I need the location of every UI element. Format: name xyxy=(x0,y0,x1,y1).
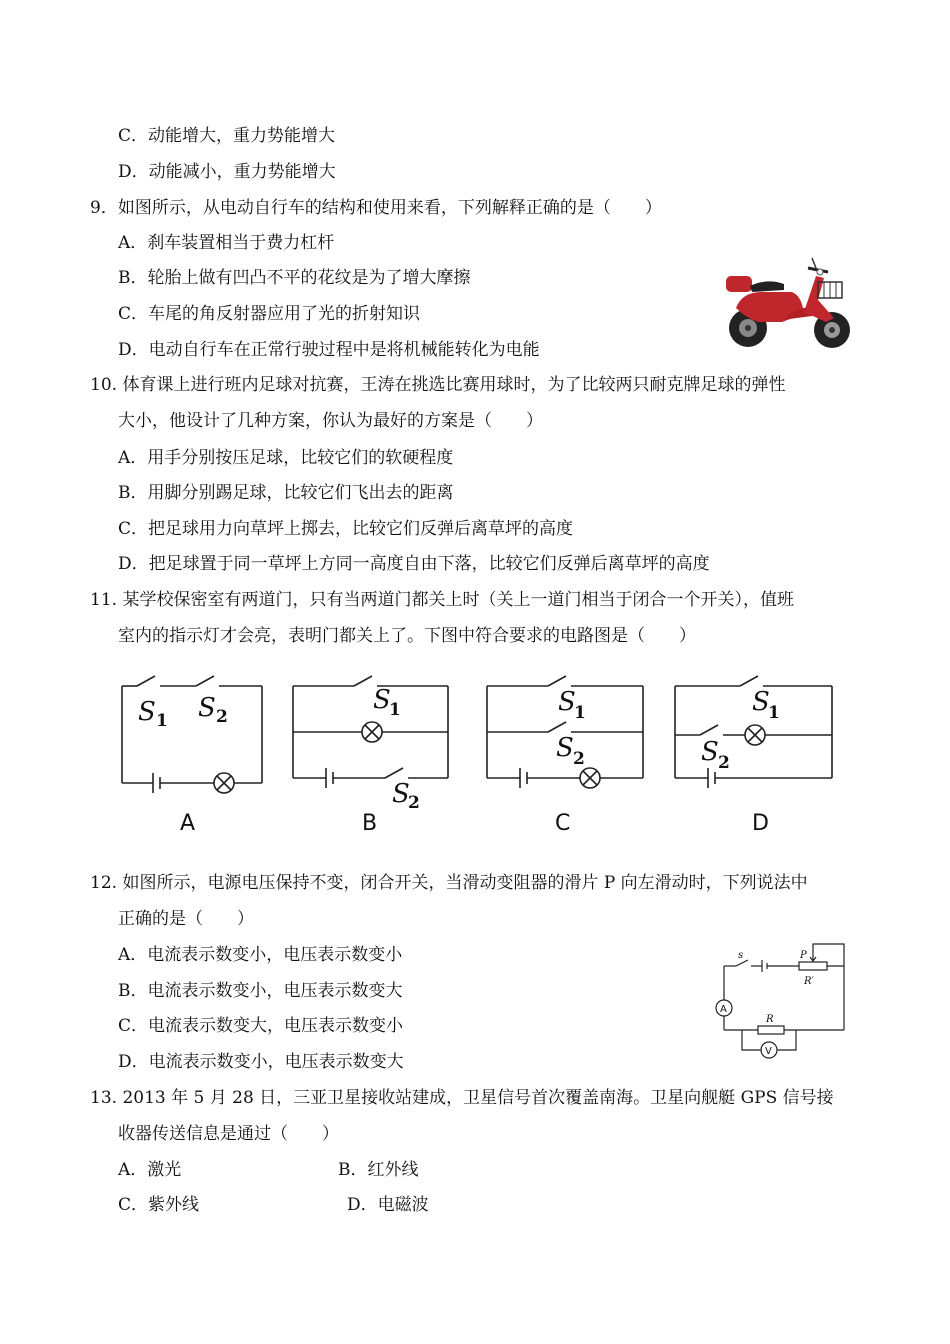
q12-stem-line1: 12. 如图所示，电源电压保持不变，闭合开关，当滑动变阻器的滑片 P 向左滑动时，下列说法中 xyxy=(90,873,808,893)
q9-option-c: C．车尾的角反射器应用了光的折射知识 xyxy=(118,304,421,324)
q12-option-a: A．电流表示数变小，电压表示数变小 xyxy=(118,945,403,965)
switch-s-label: s xyxy=(738,950,744,961)
q10-stem-line2: 大小，他设计了几种方案，你认为最好的方案是（ ） xyxy=(118,411,543,431)
q13-stem-line2: 收器传送信息是通过（ ） xyxy=(118,1124,339,1144)
q10-stem-line1: 10. 体育课上进行班内足球对抗赛，王涛在挑选比赛用球时，为了比较两只耐克牌足球的弹性 xyxy=(90,375,786,395)
circuit-b-s1-label: S xyxy=(373,685,391,715)
q12-option-d: D．电流表示数变小，电压表示数变大 xyxy=(118,1052,404,1072)
circuit-d-s1-sub: 1 xyxy=(768,703,780,723)
circuit-b-caption: B xyxy=(362,811,378,836)
q13-option-c: C．紫外线 xyxy=(118,1195,200,1215)
circuit-b xyxy=(293,676,448,788)
circuit-b-s1-sub: 1 xyxy=(389,700,401,720)
q11-circuits xyxy=(0,660,950,850)
q12-option-c: C．电流表示数变大，电压表示数变小 xyxy=(118,1016,404,1036)
circuit-b-s2-sub: 2 xyxy=(408,793,420,813)
q9-option-a: A．刹车装置相当于费力杠杆 xyxy=(118,233,335,253)
circuit-a-caption: A xyxy=(180,811,196,836)
rheostat-r-label: R′ xyxy=(804,976,814,987)
rheostat-p-label: P xyxy=(800,950,807,961)
q11-stem-line1: 11. 某学校保密室有两道门，只有当两道门都关上时（关上一道门相当于闭合一个开关），值班 xyxy=(90,590,794,610)
q12-stem-line2: 正确的是（ ） xyxy=(118,909,254,929)
resistor-r-label: R xyxy=(766,1014,774,1025)
circuit-d-s1-label: S xyxy=(752,687,770,717)
q9-stem: 9．如图所示，从电动自行车的结构和使用来看，下列解释正确的是（ ） xyxy=(90,198,662,218)
q8-option-c: C．动能增大，重力势能增大 xyxy=(118,126,336,146)
q9-option-b: B．轮胎上做有凹凸不平的花纹是为了增大摩擦 xyxy=(118,268,471,288)
circuit-d-s2-sub: 2 xyxy=(718,753,730,773)
circuit-a xyxy=(122,676,262,793)
circuit-c-s1-sub: 1 xyxy=(574,703,586,723)
circuit-a-s2-label: S xyxy=(198,693,216,723)
circuit-b-s2-label: S xyxy=(392,779,410,809)
voltmeter-label: V xyxy=(765,1046,772,1057)
ammeter-label: A xyxy=(720,1004,727,1015)
electric-bike-image xyxy=(722,256,857,352)
q13-option-a: A．激光 xyxy=(118,1160,182,1180)
q13-option-b: B．红外线 xyxy=(338,1160,419,1180)
q8-option-d: D．动能减小，重力势能增大 xyxy=(118,162,336,182)
circuit-c-s2-sub: 2 xyxy=(573,749,585,769)
q10-option-a: A．用手分别按压足球，比较它们的软硬程度 xyxy=(118,448,454,468)
circuit-c-s2-label: S xyxy=(556,733,574,763)
q10-option-c: C．把足球用力向草坪上掷去，比较它们反弹后离草坪的高度 xyxy=(118,519,574,539)
circuit-d-s2-label: S xyxy=(701,737,719,767)
q10-option-d: D．把足球置于同一草坪上方同一高度自由下落，比较它们反弹后离草坪的高度 xyxy=(118,554,710,574)
circuit-c-caption: C xyxy=(555,811,571,836)
circuit-a-s2-sub: 2 xyxy=(216,707,228,727)
circuit-c-s1-label: S xyxy=(558,687,576,717)
q13-stem-line1: 13. 2013 年 5 月 28 日，三亚卫星接收站建成，卫星信号首次覆盖南海。卫星向舰艇 GPS 信号接 xyxy=(90,1088,834,1108)
q11-stem-line2: 室内的指示灯才会亮，表明门都关上了。下图中符合要求的电路图是（ ） xyxy=(118,626,696,646)
circuit-a-s1-sub: 1 xyxy=(156,711,168,731)
circuit-d-caption: D xyxy=(752,811,769,836)
circuit-a-s1-label: S xyxy=(138,697,156,727)
q13-option-d: D．电磁波 xyxy=(347,1195,429,1215)
q9-option-d: D．电动自行车在正常行驶过程中是将机械能转化为电能 xyxy=(118,340,540,360)
q12-option-b: B．电流表示数变小，电压表示数变大 xyxy=(118,981,403,1001)
q10-option-b: B．用脚分别踢足球，比较它们飞出去的距离 xyxy=(118,483,454,503)
q12-circuit-figure xyxy=(706,936,856,1060)
